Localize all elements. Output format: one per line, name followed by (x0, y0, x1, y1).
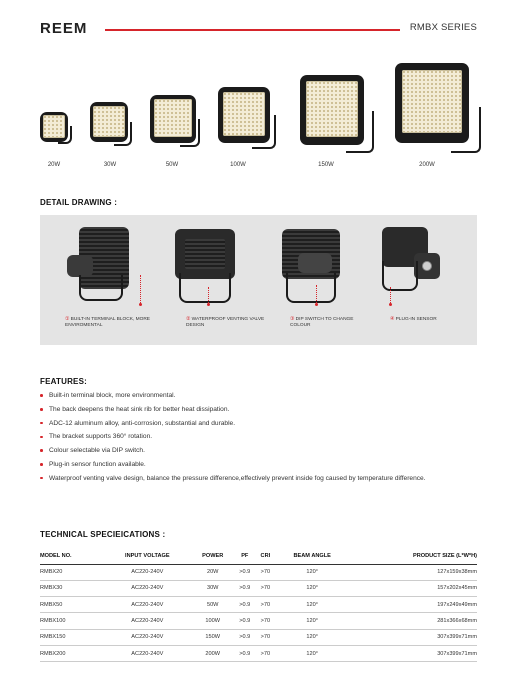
product-150w (300, 75, 376, 168)
table-cell: >70 (256, 613, 275, 629)
sensor-lens-image (422, 261, 432, 271)
table-row (40, 597, 477, 613)
table-row (40, 629, 477, 645)
callout-dot (139, 303, 142, 306)
table-row (40, 645, 477, 661)
feature-text: Colour selectable via DIP switch. (49, 447, 145, 454)
table-cell: 20W (192, 564, 234, 580)
detail-marker-4: ④ (390, 317, 395, 322)
table-cell: 50W (192, 597, 234, 613)
table-cell: 281x366x68mm (349, 613, 477, 629)
detail-caption-text: DIP SWITCH TO CHANGE COLOUR (290, 317, 354, 328)
bullet-icon (40, 422, 43, 425)
table-cell: 120° (275, 629, 350, 645)
feature-item (40, 461, 460, 470)
detail-drawing-panel (40, 215, 477, 345)
table-cell: 100W (192, 613, 234, 629)
detail-marker-3: ③ (290, 317, 295, 322)
table-cell: AC220-240V (103, 580, 192, 596)
detail-caption-text: BUILT-IN TERMINAL BLOCK, MORE ENVIROMENTAL (65, 317, 150, 328)
callout-line (316, 285, 317, 305)
specs-title: TECHNICAL SPECIEICATIONS : (40, 530, 166, 539)
detail-caption-text: WATERPROOF VENTING VALVE DESIGN (186, 317, 265, 328)
floodlight-image (218, 87, 270, 143)
table-cell: 307x399x71mm (349, 629, 477, 645)
table-cell: 307x399x71mm (349, 645, 477, 661)
table-cell: >70 (256, 645, 275, 661)
heatsink-image (185, 239, 225, 269)
table-cell: 197x249x49mm (349, 597, 477, 613)
detail-drawing-title: DETAIL DRAWING : (40, 198, 118, 207)
dip-switch-box-image (298, 253, 332, 273)
callout-dot (207, 303, 210, 306)
product-label: 30W (103, 162, 117, 168)
feature-text: Plug-in sensor function available. (49, 460, 146, 468)
detail-dip-switch (280, 225, 350, 310)
table-cell: >0.9 (234, 613, 256, 629)
table-cell: >0.9 (234, 564, 256, 580)
header-divider (105, 29, 400, 31)
table-cell: >70 (256, 564, 275, 580)
feature-item (40, 420, 460, 429)
callout-line (140, 275, 141, 305)
table-cell: AC220-240V (103, 564, 192, 580)
features-title: FEATURES: (40, 377, 87, 386)
column-header: MODEL NO. (40, 548, 103, 564)
product-label: 50W (165, 162, 179, 168)
table-cell: 120° (275, 580, 350, 596)
feature-item (40, 475, 460, 484)
product-label: 20W (47, 162, 61, 168)
table-cell: 200W (192, 645, 234, 661)
floodlight-image (300, 75, 364, 145)
detail-caption-3 (290, 317, 360, 329)
feature-text: Built-in terminal block, more environmental. (49, 392, 176, 399)
bullet-icon (40, 436, 43, 439)
table-cell: >70 (256, 629, 275, 645)
mount-bracket (286, 273, 336, 303)
feature-text: The back deepens the heat sink rib for better heat dissipation. (49, 405, 230, 413)
bullet-icon (40, 463, 43, 466)
table-cell: 120° (275, 597, 350, 613)
detail-caption-2 (186, 317, 266, 329)
product-30w (90, 102, 132, 168)
table-cell: RMBX150 (40, 629, 103, 645)
table-row (40, 613, 477, 629)
product-label: 150W (318, 162, 334, 168)
floodlight-image (40, 112, 68, 142)
column-header: PRODUCT SIZE (L*W*H) (349, 548, 477, 564)
product-label: 100W (230, 162, 246, 168)
product-lineup (0, 55, 517, 175)
feature-text: The bracket supports 360° rotation. (49, 433, 153, 441)
bullet-icon (40, 394, 43, 397)
table-row (40, 564, 477, 580)
table-cell: 157x202x45mm (349, 580, 477, 596)
column-header: CRI (256, 548, 275, 564)
table-cell: >70 (256, 597, 275, 613)
column-header: INPUT VOLTAGE (103, 548, 192, 564)
table-cell: 120° (275, 613, 350, 629)
spec-table (40, 548, 477, 662)
table-cell: AC220-240V (103, 613, 192, 629)
detail-caption-text: PLUG-IN SENSOR (395, 317, 437, 322)
column-header: BEAM ANGLE (275, 548, 350, 564)
detail-caption-4 (390, 317, 470, 323)
table-cell: 120° (275, 564, 350, 580)
terminal-block-image (67, 255, 93, 277)
column-header: PF (234, 548, 256, 564)
product-label: 200W (419, 162, 435, 168)
table-cell: AC220-240V (103, 629, 192, 645)
feature-item (40, 392, 460, 401)
table-cell: RMBX50 (40, 597, 103, 613)
detail-caption-1 (65, 317, 175, 329)
floodlight-image (90, 102, 128, 142)
floodlight-image (150, 95, 196, 143)
table-cell: RMBX100 (40, 613, 103, 629)
brand-logo (40, 20, 87, 37)
table-cell: RMBX200 (40, 645, 103, 661)
series-title: RMBX SERIES (409, 22, 477, 33)
mount-bracket (79, 275, 123, 301)
bullet-icon (40, 449, 43, 452)
product-100w (218, 87, 278, 168)
column-header: POWER (192, 548, 234, 564)
bullet-icon (40, 477, 43, 480)
mount-bracket (382, 261, 418, 291)
mount-bracket (179, 273, 231, 303)
table-cell: 30W (192, 580, 234, 596)
table-cell: >0.9 (234, 580, 256, 596)
detail-marker-2: ② (186, 317, 191, 322)
product-50w (150, 95, 200, 168)
table-row (40, 580, 477, 596)
detail-terminal-block (65, 225, 135, 310)
table-cell: >0.9 (234, 629, 256, 645)
detail-marker-1: ① (65, 317, 70, 322)
feature-text: ADC-12 aluminum alloy, anti-corrosion, substantial and durable. (49, 419, 236, 427)
table-cell: 127x159x38mm (349, 564, 477, 580)
table-cell: RMBX30 (40, 580, 103, 596)
detail-plug-in-sensor (378, 225, 448, 310)
callout-dot (315, 303, 318, 306)
table-cell: >0.9 (234, 645, 256, 661)
feature-item (40, 406, 460, 415)
table-cell: >70 (256, 580, 275, 596)
floodlight-image (395, 63, 469, 143)
table-cell: AC220-240V (103, 645, 192, 661)
features-list (40, 392, 460, 488)
table-cell: AC220-240V (103, 597, 192, 613)
bullet-icon (40, 408, 43, 411)
table-cell: RMBX20 (40, 564, 103, 580)
feature-item (40, 433, 460, 442)
table-cell: 150W (192, 629, 234, 645)
product-200w (395, 63, 485, 168)
feature-item (40, 447, 460, 456)
feature-text: Waterproof venting valve design, balance the pressure difference,effectively prevent inside fog caused by temperature difference. (49, 474, 426, 482)
table-cell: 120° (275, 645, 350, 661)
brand-name: REEM (40, 20, 88, 37)
table-cell: >0.9 (234, 597, 256, 613)
callout-dot (389, 303, 392, 306)
table-header-row (40, 548, 477, 564)
product-20w (40, 112, 70, 168)
